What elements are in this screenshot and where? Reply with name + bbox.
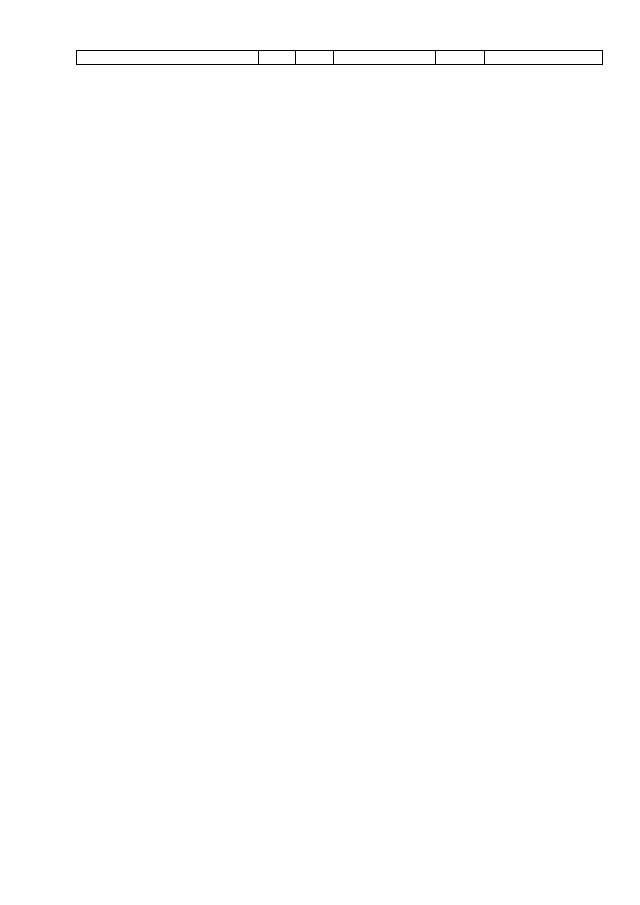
- header-col-2: [259, 51, 296, 64]
- header-col-6: [485, 51, 602, 64]
- table-header: [76, 50, 603, 65]
- header-col-4: [334, 51, 436, 64]
- header-col-5: [436, 51, 486, 64]
- header-col-3: [296, 51, 334, 64]
- header-col-1: [77, 51, 259, 64]
